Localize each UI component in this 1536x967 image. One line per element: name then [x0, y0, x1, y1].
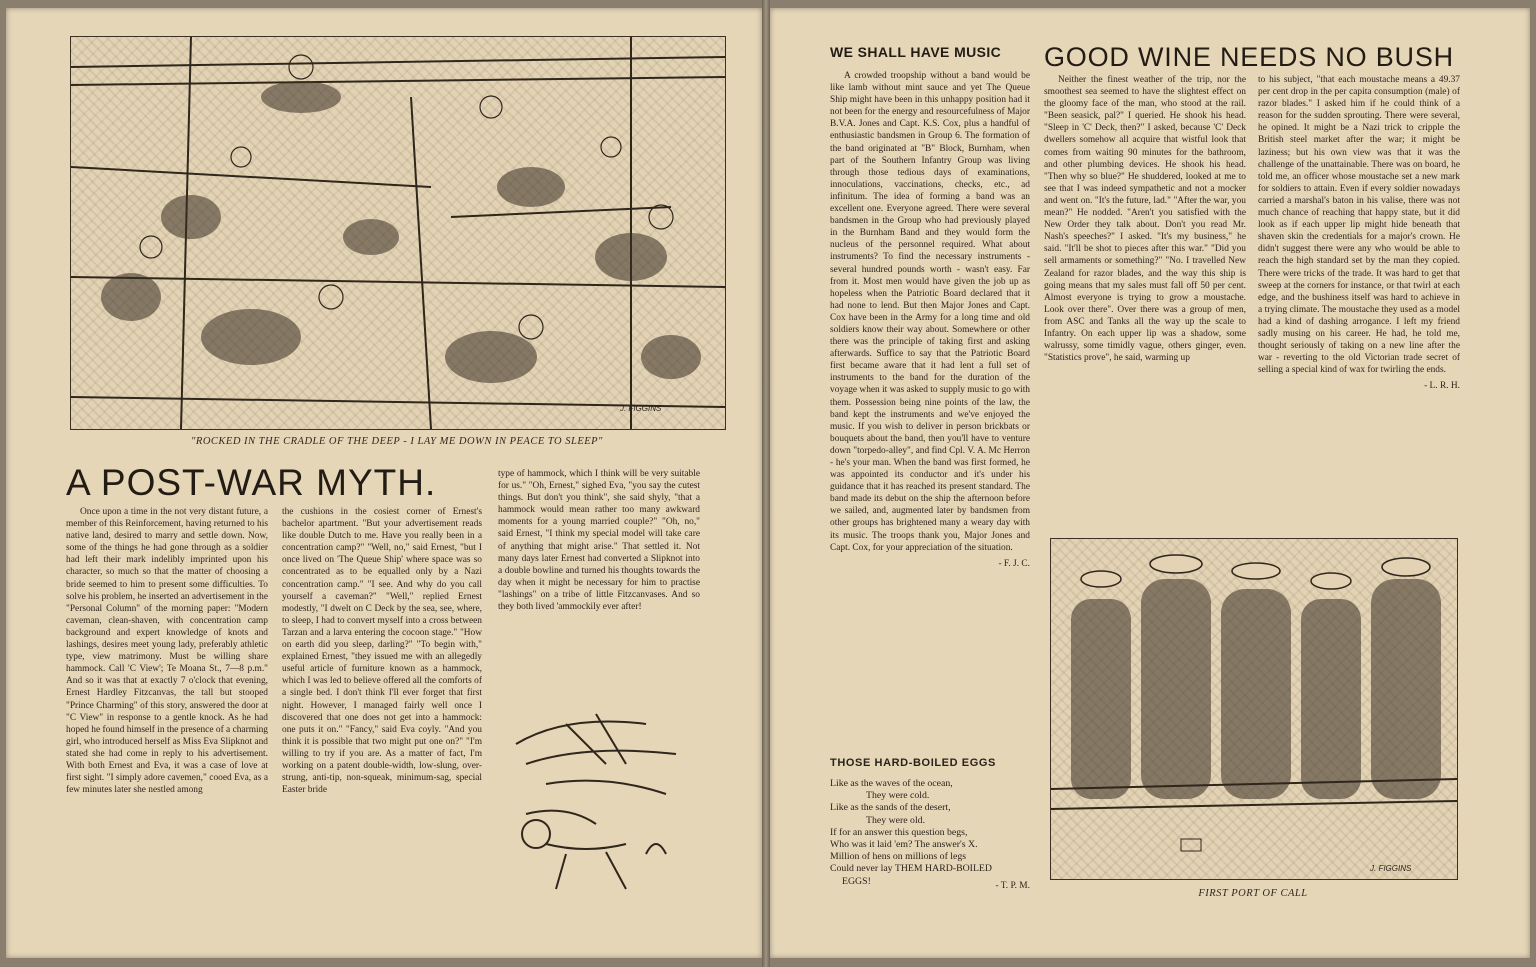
- wine-article-column-1: [1044, 74, 1246, 524]
- wine-article-column-2: [1258, 74, 1460, 524]
- wine-article-column-1-text: Neither the finest weather of the trip, nor the smoothest sea seemed to have the slightest effect on the gloomy face of the man, who stood at the rail. "Been seasick, pal?" I queried. He shook his head. "Sleep in 'C' Deck, then?" I asked, because 'C' Deck dwellers somehow all acquire that wistful look that comes from waiting 90 minutes for the bathroom, and other plumbing devices. He shook his head. "Then why so blue?" He shuddered, looked at me to see that I was indeed sympathetic and not a mocker and went on. "It's the future, lad." "After the war, you mean?" He nodded. "Aren't you satisfied with the New Order they talk about. Don't you read Mr. Nash's speeches?" I asked. "It's my business," he said. "It'll be shot to pieces after this war." "Did you sell armaments or something?" "No. I travelled New Zealand for razor blades, and the way this ship is going means that my sales must fall off 50 per cent. Almost everyone is trying to grow a moustache. Look over there". Over there was a group of men, from ASC and Tanks all the way up the scale to Infantry. On each upper lip was a shadow, some walrussy, some timidly vague, others ginger, even. "Statistics prove", he said, warming up: [1044, 75, 1246, 364]
- poem-line: They were cold.: [866, 790, 930, 802]
- article-title: A POST-WAR MYTH.: [66, 462, 437, 503]
- illustration-caption: "ROCKED IN THE CRADLE OF THE DEEP - I LAY ME DOWN IN PEACE TO SLEEP": [191, 436, 603, 447]
- hammock-drawing: [506, 704, 686, 896]
- article-column-3-text: type of hammock, which I think will be very suitable for us." "Oh, Ernest," sighed Eva, "you say the cutest things. But don't you think", she said shyly, "that a hammock would mean rather too many awkward moments for a young married couple?" "Oh, no," said Ernest, "I think my special model will take care of anything that might arise." That settled it. Not many days later Ernest had converted a Slipknot into a double bowline and turned his thoughts towards the day when it might be necessary for him to practise "lashings" on a tribe of little Fitzcanvases. And so they both lived 'ammockily ever after!: [498, 469, 700, 613]
- music-article-body: [830, 70, 1030, 740]
- wine-article-title: GOOD WINE NEEDS NO BUSH: [1044, 42, 1454, 72]
- troopship-bunks-illustration: [70, 36, 726, 430]
- crowd-drawing: [1051, 539, 1457, 879]
- poem-title: THOSE HARD-BOILED EGGS: [830, 757, 996, 769]
- port-crowd-illustration: [1050, 538, 1458, 880]
- article-column-2-text: the cushions in the cosiest corner of Ernest's bachelor apartment. "But your advertisement reads like double Dutch to me. Have you really been in a concentration camp?" "Well, no," said Ernest, "but I once lived on 'The Queue Ship' where space was so concentrated as to be equalled only by a Nazi concentration camp." "I see. And why do you call yourself a caveman?" "Well," replied Ernest modestly, "I dwelt on C Deck by the sea, see, where, to sleep, I had to convert myself into a cross between Tarzan and a larva entering the cocoon stage." "How on earth did you sleep, darling?" "To begin with," explained Ernest, "they issued me with an allegedly useful article of furniture known as a hammock, which I was led to believe offered all the comforts of a single bed. I don't think I'll ever forget that first night. However, I managed fairly well once I discovered that one does not get into a hammock: one puts it on." "Fancy," said Eva coyly. "And you think it is possible that two might put one on?" "I'm willing to try if you are. As a matter of fact, I'm working on a patent double-width, low-slung, over-strung, anti-tip, non-squeak, minimum-sag, special Easter bride: [282, 507, 482, 796]
- page-gutter: [762, 0, 770, 967]
- music-article-byline: - F. J. C.: [998, 558, 1030, 569]
- illustration-2-caption: FIRST PORT OF CALL: [1198, 888, 1308, 899]
- hammock-sketch: [506, 704, 686, 896]
- bunks-drawing: [71, 37, 725, 429]
- illustration-2-signature: J. FIGGINS: [1370, 864, 1412, 873]
- article-column-3: [498, 468, 700, 698]
- wine-article-column-2-text: to his subject, "that each moustache means a 49.37 per cent drop in the per capita consumption (male) of razor blades." I asked him if he could think of a reason for the sudden sprouting. There were several, he opined. It might be a Nazi trick to cripple the British steel market after the war; it might be laziness; but his own view was that it was the challenge of the unattainable. There was on board, he told me, an officer whose moustache set a new mark for soldiers to attain. Even if every soldier nowadays carried a marshal's baton in his valise, there was not much chance of reaching that happy state, but it did look as if each upper lip might hide beneath that shaven skin the credentials for a major's crown. He didn't suggest there were any who would be able to reach the high standard set by the man they copied. There were tricks of the trade. It was hard to get that sweep at the corners for instance, or that twirl at each edge, and the bushiness itself was hard to achieve in a trying climate. The moustache they used as a model had a kind of dashing arrogance. I left my friend sadly musing on his career. He had, he told me, thought seriously of taking on a new line after the war - reverting to the old Victorian trade secret of selling a special kind of wax for twirling the ends.: [1258, 75, 1460, 376]
- poem-line: Like as the waves of the ocean,: [830, 778, 953, 789]
- poem-byline: - T. P. M.: [995, 880, 1030, 891]
- wine-article-byline: - L. R. H.: [1424, 381, 1460, 392]
- music-article-text: A crowded troopship without a band would be like lamb without mint sauce and yet The Queue Ship might have been in this unhappy position had it not been for the energy and resourcefulness of Major B.V.A. Jones and Capt. K.S. Cox, plus a handful of enthusiastic bandsmen in Group 6. The formation of the band originated at "B" Block, Burnham, when part of the Southern Infantry Group was living through those tedious days of examinations, innoculations, vaccinations, checks, etc., ad infinitum. The idea of forming a band was an excellent one. Everyone agreed. There were several bandsmen in the Group who had previously played in the Burnham Band and they would form the nucleus of the personnel required. What about instruments? To find the necessary instruments - several hundred pounds worth - wasn't easy. Far from it. Most men would have given the job up as hopeless when the Patriotic Board declared that it had none to lend. But then Major Jones and Capt. Cox have been in the Army for a long time and old soldiers know their way about. Somewhere or other there was the principle of taking first and asking afterwards. Suffice to say that the Patriotic Board first became aware that it had lent a full set of instruments to the band for the duration of the voyage when it was asked to supply music to go with them. Possession being nine points of the law, the band kept the instruments and we've enjoyed the music. If you wish to deliver in person brickbats or bouquets about the band, then you'll have to venture down "torpedo-alley", and find Cpl. V. A. Mc Herron - he's your man. When the band was first formed, he was appointed its conductor and it's under his guidance that it has reached its present standard. The band made its debut on the ship the afternoon before we sailed, and, augmented later by bandsmen from other groups has brightened many a weary day with its music. The troops thank you, Major Jones and Capt. Cox, for your appreciation of the situation.: [830, 71, 1030, 553]
- poem-line: Could never lay THEM HARD-BOILED: [830, 863, 992, 875]
- article-column-1-text: Once upon a time in the not very distant future, a member of this Reinforcement, having returned to his native land, desired to marry and settle down. Now, some of the things he had gone through as a soldier had left their mark indelibly imprinted upon his character, so much so that the matter of choosing a bride seemed to him to present some difficulties. To solve his problem, he inserted an advertisement in the "Personal Column" of the morning paper: "Modern caveman, clean-shaven, with concentration camp background and expert knowledge of knots and lashings, desires meet young lady, preferably athletic type, view matrimony. Must be willing share hammock. Call 'C View'; Te Moana St., 7—8 p.m." And so it was that at exactly 7 o'clock that evening, Ernest Hardley Fitzcanvas, the tall but stooped "Prince Charming" of this story, answered the door at "C View" in response to a gentle knock. As he had hoped he found himself in the presence of a charming girl, who introduced herself as Miss Eva Slipknot and stated she had come in reply to his advertisement. With both Ernest and Eva, it was a case of love at first sight. "I simply adore cavemen," cooed Eva, as a few minutes later she nestled among: [66, 507, 268, 796]
- poem-line: Who was it laid 'em? The answer's X.: [830, 839, 978, 851]
- poem-line: EGGS!: [842, 875, 871, 887]
- poem-line: Million of hens on millions of legs: [830, 851, 967, 863]
- article-column-2: [282, 506, 482, 901]
- poem-line: Like as the sands of the desert,: [830, 802, 951, 814]
- poem-body: [830, 778, 1030, 892]
- illustration-signature: J. FIGGINS: [620, 404, 662, 413]
- music-article-title: WE SHALL HAVE MUSIC: [830, 44, 1002, 60]
- article-column-1: [66, 506, 268, 901]
- poem-line: They were old.: [866, 814, 926, 826]
- poem-line: If for an answer this question begs,: [830, 826, 968, 838]
